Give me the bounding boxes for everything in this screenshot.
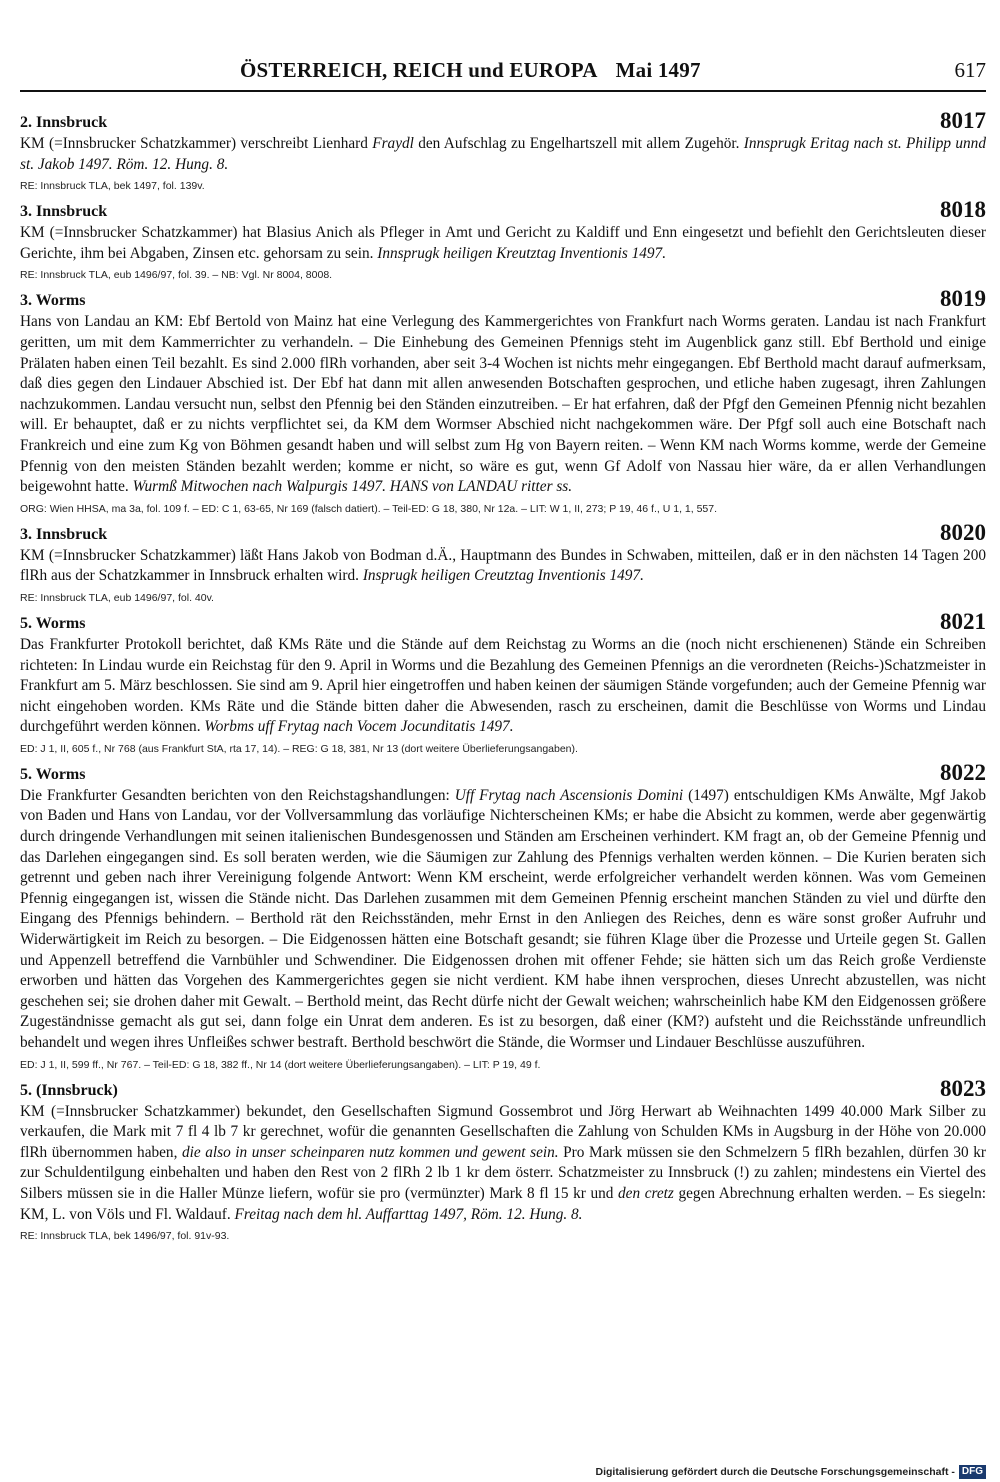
entry-heading [20,197,986,223]
entry-text-italic: die also in unser scheinparen nutz kommen und gewent sein. [181,1143,559,1161]
entry-text-italic: Uff Frytag nach Ascensionis Domini [454,786,684,804]
entry-date-place: 3. Innsbruck [20,203,108,221]
entry-text-segment: Pro Mark müssen sie den Schmelzern 5 flRh bezahlen, dürfen 30 kr zur Schuldentilgung einbehalten und haben den Rest von 2 flRh 2 lb 1 kr dem österr. Schatzmeister zu Innsbruck (!) zu zahlen; mindestens ein Viertel des Silbers müssen sie in die Haller Münze liefern, wofür sie pro (vermünzter) Mark 8 fl 15 kr und [20,1143,986,1202]
entry-date-place: 3. Innsbruck [20,525,108,543]
page-number: 617 [954,58,986,82]
entry-date-place: 5. Worms [20,765,86,783]
entry-reference: RE: Innsbruck TLA, bek 1496/97, fol. 91v-93. [20,1230,230,1243]
entry-text-segment: Das Frankfurter Protokoll berichtet, daß KMs Räte und die Stände auf dem Reichstag zu Worms an die (noch nicht erschienenen) Stände ein Schreiben richteten: In Lindau wurde ein Reichstag für den 9. April in Worms und die Bezahlung des Gemeinen Pfennigs an die verordneten (Reichs-)Schatzmeister in Frankfurt am 5. März beschlossen. Sie sind am 9. April hier eingetroffen und haben keinen der säumigen Stände vorgefunden; auch der Gemeine Pfennig war nicht eingehoben worden. KMs Räte und die Stände bitten daher die Abwesenden, rasch zu erscheinen, damit die Beschlüsse von Worms und Lindau durchgeführt werden können. [20,635,986,736]
entry-text-italic: Innsprugk Eritag nach st. Philipp unnd st. Jakob 1497. Röm. 12. Hung. 8. [20,135,986,173]
entry-reference: RE: Innsbruck TLA, eub 1496/97, fol. 40v. [20,591,214,604]
entry-number: 8019 [940,286,986,312]
entry-text-italic: Innsprugk heiligen Kreutztag Inventionis 1497. [377,244,667,262]
header-title-text: ÖSTERREICH, REICH und EUROPA [240,58,598,82]
entry-number: 8023 [940,1075,986,1101]
entry-text-italic: Insprugk heiligen Creutztag Inventionis 1497. [362,567,644,585]
entry-reference: ED: J 1, II, 605 f., Nr 768 (aus Frankfurt StA, rta 17, 14). – REG: G 18, 381, Nr 13 (dort weitere Überlieferungsangaben). [20,742,578,755]
entry-text-segment: (1497) entschuldigen KMs Anwälte, Mgf Jakob von Baden und Hans von Landau, vor der Vollversammlung das vorläufige Nichterscheinen KMs; er habe die Absicht zu kommen, werde aber gegenwärtig durch dringende Verhandlungen mit seinen italienischen Bundesgenossen und Ständen am Erscheinen verhindert. KM fragt an, ob der Gemeine Pfennig und das Darlehen eingegangen sind. Es soll beraten werden, wie die Säumigen zur Zahlung des Pfennigs verhalten werden können. – Die Kurien beraten sich getrennt und geben nach ihrer Vereinigung folgende Antwort: Wenn KM erscheint, werde erfolgreicher verhandelt werden können. Was vom Gemeinen Pfennig eingegangen ist, wissen die Stände nicht. Das Darlehen zusammen mit dem Gemeinen Pfennig erscheint manchen Ständen zu viel und dürfte den Eingang des Pfennigs behindern. – Berthold rät den Reichsständen, mehr Ernst in den Anliegen des Reiches, denn es wäre sonst großer Aufruhr und Widerwärtigkeit im Reich zu besorgen. – Die Eidgenossen hätten eine Botschaft gesandt; sie führen Klage über die Prozesse und Urteile gegen St. Gallen und Appenzell betreffend die Varnbühler und Schwendiner. Die Eidgenossen drohen mit offener Fehde; sie hätten sich um das Reich große Verdienste erworben und hätten das Vorgehen des Kammergerichtes gegen sie nicht verdient. KM habe ihnen versprochen, dieses Unrecht abzustellen, was nicht geschehen sei; sie drohen daher mit Gewalt. – Berthold meint, das Recht dürfe nicht der Gewalt weichen; wahrscheinlich habe KM den Eidgenossen größere Zugeständnisse gemacht als gut sei, dann folge ein Unrat dem anderen. Es ist zu besorgen, daß einer (KM?) aufsteht und die Reichsstände unfreundlich behandelt und wegen ihres Unfleißes schwer bestraft. Berthold beschwört die Stände, die Wormser und Lindauer Beschlüsse auszuführen. [20,786,986,1051]
entry-text-italic: Worbms uff Frytag nach Vocem Jocunditatis 1497. [204,718,514,736]
entry-text-segment: Hans von Landau an KM: Ebf Bertold von Mainz hat eine Verlegung des Kammergerichtes von Frankfurt nach Worms geraten. Landau ist nach Frankfurt geritten, um mit dem Kammerrichter zu verhandeln. – Die Einhebung des Gemeinen Pfennigs steht im Augenblick ganz still. Ebf Berthold und einige Prälaten haben einen Teil bezahlt. Es sind 2.000 flRh vorhanden, aber seit 3-4 Wochen ist nichts mehr eingegangen. Ebf Berthold macht darauf aufmerksam, daß dies gegen den Lindauer Abschied ist. Der Ebf hat dann mit allen anwesenden Botschaften gesprochen, und etliche haben zugesagt, ihren Zahlungen nachzukommen. Landau versucht nun, selbst den Pfennig bei den Ständen einzutreiben. – Er hat erfahren, daß der Pfgf den Gemeinen Pfennig nicht bezahlen will. Er behauptet, daß er zu nichts verpflichtet sei, da KM dem Wormser Abschied nicht nachgekommen wäre. Der Pfgf soll auch eine Botschaft nach Frankreich und eine zum Kg von Böhmen gesandt haben und will selbst zum Hg von Bayern reiten. – Wenn KM nach Worms komme, werde der Gemeine Pfennig von den meisten Ständen bezahlt werden; komme er nicht, so wäre es gut, wenn Gf Adolf von Nassau hier wäre, da er allen Verhandlungen beigewohnt hatte. [20,313,986,496]
entry-body [20,1102,986,1226]
entry-text-segment: den Aufschlag zu Engelhartszell mit allem Zugehör. [413,135,744,152]
entry-body [20,546,986,587]
entry-date-place: 5. Worms [20,614,86,632]
regest-entry [20,197,986,283]
entry-heading [20,286,986,312]
entry-date-place: 3. Worms [20,292,86,310]
regest-entry [20,1075,986,1245]
entry-heading [20,608,986,635]
entry-text-segment: KM (=Innsbrucker Schatzkammer) läßt Hans Jakob von Bodman d.Ä., Hauptmann des Bundes in Schwaben, mitteilen, daß er in den nächsten 14 Tagen 200 flRh aus der Schatzkammer in Innsbruck erhalten wird. [20,546,986,585]
entry-heading [20,759,986,786]
entry-text-segment: KM (=Innsbrucker Schatzkammer) bekundet, den Gesellschaften Sigmund Gossembrot und Jörg Herwart ab Weihnachten 1499 40.000 Mark Silber zu verkaufen, die Mark mit 7 fl 4 lb 7 kr gerechnet, wofür die genannten Gesellschaften die Zahlung von Schulden KMs in Augsburg in der Höhe von 20.000 flRh übernommen haben, [20,1102,986,1161]
entry-heading [20,519,986,546]
entry-text-italic: Freitag nach dem hl. Auffarttag 1497, Röm. 12. Hung. 8. [234,1205,583,1223]
entry-list [20,108,986,1251]
entry-text-italic: den cretz [618,1184,674,1202]
footer-text: Digitalisierung gefördert durch die Deutsche Forschungsgemeinschaft - [595,1466,955,1478]
entry-number: 8022 [940,759,986,785]
entry-reference: ED: J 1, II, 599 ff., Nr 767. – Teil-ED: G 18, 382 ff., Nr 14 (dort weitere Überlieferungsangaben). – LIT: P 19, 49 f. [20,1058,541,1071]
entry-heading [20,108,986,134]
regest-entry [20,759,986,1073]
entry-body [20,312,986,497]
entry-date-place: 5. (Innsbruck) [20,1081,118,1099]
regest-entry [20,108,986,194]
dfg-logo: DFG [959,1465,986,1479]
entry-body [20,223,986,264]
entry-text-segment: gegen Abrechnung erhalten werden. – Es siegeln: KM, L. von Völs und Fl. Waldauf. [20,1184,986,1223]
header-date: Mai 1497 [615,58,701,82]
header-divider [20,90,986,92]
entry-reference: RE: Innsbruck TLA, bek 1497, fol. 139v. [20,180,205,193]
entry-text-italic: Fraydl [372,135,414,152]
entry-date-place: 2. Innsbruck [20,114,108,131]
regest-entry [20,519,986,606]
entry-number: 8018 [940,197,986,223]
page-header [0,58,1000,88]
entry-reference: ORG: Wien HHSA, ma 3a, fol. 109 f. – ED: C 1, 63-65, Nr 169 (falsch datiert). – Teil-ED: G 18, 380, Nr 12a. – LIT: W 1, II, 273; P 19, 46 f., U 1, 1, 557. [20,502,718,515]
entry-text-segment: Die Frankfurter Gesandten berichten von den Reichstagshandlungen: [20,786,455,804]
entry-number: 8021 [940,608,986,634]
entry-number: 8020 [940,519,986,545]
entry-text-italic: Wurmß Mitwochen nach Walpurgis 1497. HANS von LANDAU ritter ss. [132,478,573,496]
running-title [240,58,701,83]
entry-number: 8017 [940,108,986,133]
entry-body [20,134,986,175]
entry-reference: RE: Innsbruck TLA, eub 1496/97, fol. 39. – NB: Vgl. Nr 8004, 8008. [20,269,333,282]
footer-credit [596,1464,987,1480]
entry-body [20,635,986,738]
regest-entry [20,608,986,757]
regest-entry [20,286,986,516]
entry-heading [20,1075,986,1102]
entry-text-segment: KM (=Innsbrucker Schatzkammer) hat Blasius Anich als Pfleger in Amt und Gericht zu Kaldiff und Enn eingesetzt und befiehlt den Gerichtsleuten dieser Gerichte, ihm bei Abgaben, Zinsen etc. gehorsam zu sein. [20,224,986,262]
entry-body [20,786,986,1054]
entry-text-segment: KM (=Innsbrucker Schatzkammer) verschreibt Lienhard [20,135,373,152]
